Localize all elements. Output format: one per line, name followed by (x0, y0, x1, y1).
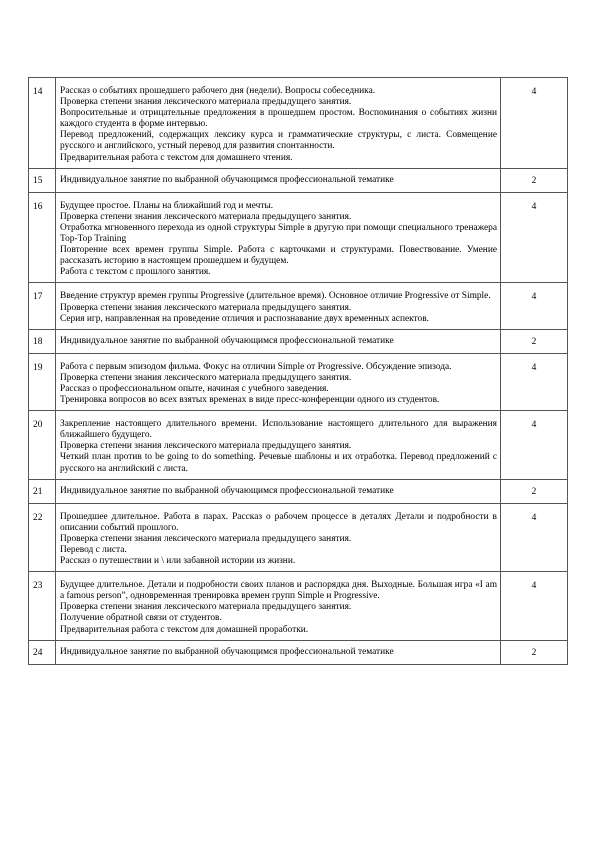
table-row (29, 411, 568, 479)
row-number: 14 (29, 78, 56, 169)
hours-count: 4 (501, 353, 568, 410)
lesson-content (56, 640, 501, 664)
table-row (29, 572, 568, 640)
content-line: Перевод с листа. (60, 545, 127, 555)
table-row (29, 329, 568, 353)
content-line: Индивидуальное занятие по выбранной обучающимся профессиональной тематике (60, 174, 394, 185)
hours-count: 4 (501, 192, 568, 283)
lesson-content (56, 78, 501, 169)
content-line: Предварительная работа с текстом для домашней проработки. (60, 624, 309, 635)
document-page (28, 77, 568, 665)
content-line: Проверка степени знания лексического материала предыдущего занятия. (60, 211, 352, 222)
lesson-content (56, 503, 501, 571)
content-line: Прошедшее длительное. Работа в парах. Рассказ о рабочем процессе в деталях Детали и подробности в описании событий прошлого. (60, 511, 497, 533)
table-row (29, 78, 568, 169)
content-line: Проверка степени знания лексического материала предыдущего занятия. (60, 302, 352, 313)
row-number: 15 (29, 168, 56, 192)
row-number: 17 (29, 283, 56, 329)
content-line: Рассказ о путешествии и \ или забавной истории из жизни. (60, 556, 296, 567)
content-line: Индивидуальное занятие по выбранной обучающимся профессиональной тематике (60, 335, 394, 346)
content-line: Закрепление настоящего длительного времени. Использование настоящего длительного для выражения ближайшего будущего. (60, 419, 497, 441)
table-body (29, 78, 568, 665)
content-line: Проверка степени знания лексического материала предыдущего занятия. (60, 97, 352, 108)
row-number: 16 (29, 192, 56, 283)
content-line: Получение обратной связи от студентов. (60, 613, 222, 624)
row-number: 18 (29, 329, 56, 353)
content-line: Будущее простое. Планы на ближайший год и мечты. (60, 200, 274, 211)
content-line: Четкий план против to be going to do something. Речевые шаблоны и их отработка. Перевод предложений с русского на английский с листа. (60, 452, 497, 474)
lesson-content (56, 572, 501, 640)
hours-count: 4 (501, 411, 568, 479)
content-line: Предварительная работа с текстом для домашнего чтения. (60, 152, 293, 163)
lesson-content (56, 479, 501, 503)
row-number: 23 (29, 572, 56, 640)
table-row (29, 479, 568, 503)
table-row (29, 192, 568, 283)
content-line: Серия игр, направленная на проведение отличия и распознавание двух временных аспектов. (60, 313, 429, 324)
lesson-plan-table (28, 77, 568, 665)
table-row (29, 283, 568, 329)
lesson-content (56, 353, 501, 410)
row-number: 21 (29, 479, 56, 503)
content-line: Работа с текстом с прошлого занятия. (60, 267, 211, 278)
lesson-content (56, 192, 501, 283)
table-row (29, 640, 568, 664)
hours-count: 4 (501, 572, 568, 640)
content-line: Проверка степени знания лексического материала предыдущего занятия. (60, 602, 352, 613)
content-line: Рассказ о профессиональном опыте, начиная с учебного заведения. (60, 383, 329, 394)
hours-count: 2 (501, 479, 568, 503)
content-line: Отработка мгновенного перехода из одной структуры Simple в другую при помощи специального тренажера Top-Top Training (60, 222, 497, 245)
table-row (29, 353, 568, 410)
row-number: 24 (29, 640, 56, 664)
hours-count: 2 (501, 168, 568, 192)
lesson-content (56, 168, 501, 192)
lesson-content (56, 283, 501, 329)
row-number: 19 (29, 353, 56, 410)
hours-count: 2 (501, 640, 568, 664)
content-line: Вопросительные и отрицательные предложения в прошедшем простом. Воспоминания о событиях жизни каждого студента в форме интервью. (60, 108, 497, 130)
content-line: Индивидуальное занятие по выбранной обучающимся профессиональной тематике (60, 646, 394, 657)
content-line: Перевод предложений, содержащих лексику курса и грамматические структуры, с листа. Совмещение русского и английского, устный перевод для развития спонтанности. (60, 130, 497, 152)
hours-count: 2 (501, 329, 568, 353)
row-number: 20 (29, 411, 56, 479)
content-line: Рассказ о событиях прошедшего рабочего дня (недели). Вопросы собеседника. (60, 86, 376, 96)
table-row (29, 168, 568, 192)
hours-count: 4 (501, 283, 568, 329)
content-line: Введение структур времен группы Progressive (длительное время). Основное отличие Progressive от Simple. (60, 291, 491, 302)
hours-count: 4 (501, 503, 568, 571)
content-line: Проверка степени знания лексического материала предыдущего занятия. (60, 441, 352, 452)
content-line: Проверка степени знания лексического материала предыдущего занятия. (60, 372, 352, 383)
content-line: Индивидуальное занятие по выбранной обучающимся профессиональной тематике (60, 485, 394, 496)
table-row (29, 503, 568, 571)
row-number: 22 (29, 503, 56, 571)
content-line: Повторение всех времен группы Simple. Работа с карточками и структурами. Повествование. Умение рассказать историю в настоящем прошедшем и будущем. (60, 245, 497, 267)
lesson-content (56, 329, 501, 353)
content-line: Проверка степени знания лексического материала предыдущего занятия. (60, 533, 352, 544)
hours-count: 4 (501, 78, 568, 169)
content-line: Работа с первым эпизодом фильма. Фокус на отличии Simple от Progressive. Обсуждение эпизода. (60, 361, 452, 372)
content-line: Тренировка вопросов во всех взятых временах в виде пресс-конференции одного из студентов. (60, 395, 440, 406)
lesson-content (56, 411, 501, 479)
content-line: Будущее длительное. Детали и подробности своих планов и распорядка дня. Выходные. Большая игра «I am a famous person”, одновременная тренировка времен групп Simple и Progressive. (60, 580, 497, 602)
